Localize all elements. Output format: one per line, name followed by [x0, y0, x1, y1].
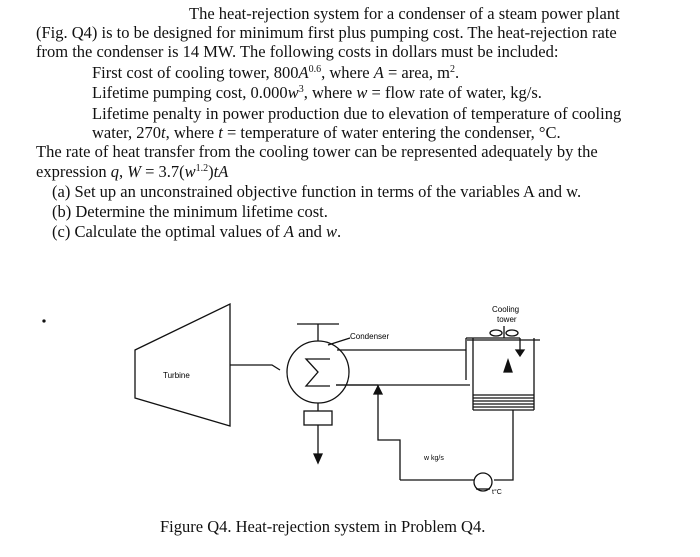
temperature-label: t°C [492, 489, 502, 496]
fan-blade-right [506, 330, 518, 336]
cooling-water-return [378, 385, 400, 480]
cooling-tower-label-line2: tower [497, 315, 517, 324]
turbine-shape [135, 304, 230, 426]
problem-line-3: from the condenser is 14 MW. The following costs in dollars must be included: [36, 42, 559, 61]
condensate-arrow [314, 454, 322, 463]
cost-item-cooling-tower: First cost of cooling tower, $800A^{0.6}$, where A = area, $m^2$. [92, 63, 460, 82]
figure-caption: Figure Q4. Heat-rejection system in Problem Q4. [160, 517, 486, 536]
problem-line-8: The rate of heat transfer from the cooling tower can be represented adequately by the [36, 142, 598, 161]
condensate-pump [304, 411, 332, 425]
tower-outlet-line [494, 410, 513, 480]
problem-line-1: The heat-rejection system for a condenser of a steam power plant [189, 4, 620, 23]
turbine-label: Turbine [163, 371, 190, 380]
water-pump [474, 473, 492, 491]
question-c: (c) Calculate the optimal values of A and w. [52, 222, 342, 241]
condenser-sigma [306, 359, 330, 386]
stray-dot [43, 320, 45, 322]
condenser-label: Condenser [350, 332, 390, 341]
cooling-tower-label-line1: Cooling [492, 305, 520, 314]
cost-item-penalty: Lifetime penalty in power production due to elevation of temperature of cooling [92, 104, 622, 123]
fan-blade-left [490, 330, 502, 336]
turbine-outlet-pipe [230, 365, 280, 370]
tower-spray [504, 360, 512, 372]
flow-rate-label: w kg/s [424, 455, 444, 462]
question-b: (b) Determine the minimum lifetime cost. [52, 202, 328, 221]
condenser-leader [328, 338, 350, 345]
cost-item-penalty-cont: water, 270t, where t = temperature of water entering the condenser, °C. [92, 123, 561, 142]
cost-item-pumping: Lifetime pumping cost, $0.000w^3$, where w = flow rate of water, kg/s. [92, 83, 542, 102]
problem-line-2: (Fig. Q4) is to be designed for minimum first plus pumping cost. The heat-rejection rate [36, 23, 617, 42]
problem-line-9: expression q, $W = 3.7(w^{1.2})tA$ [36, 162, 229, 181]
question-a: (a) Set up an unconstrained objective function in terms of the variables A and w. [52, 182, 582, 201]
